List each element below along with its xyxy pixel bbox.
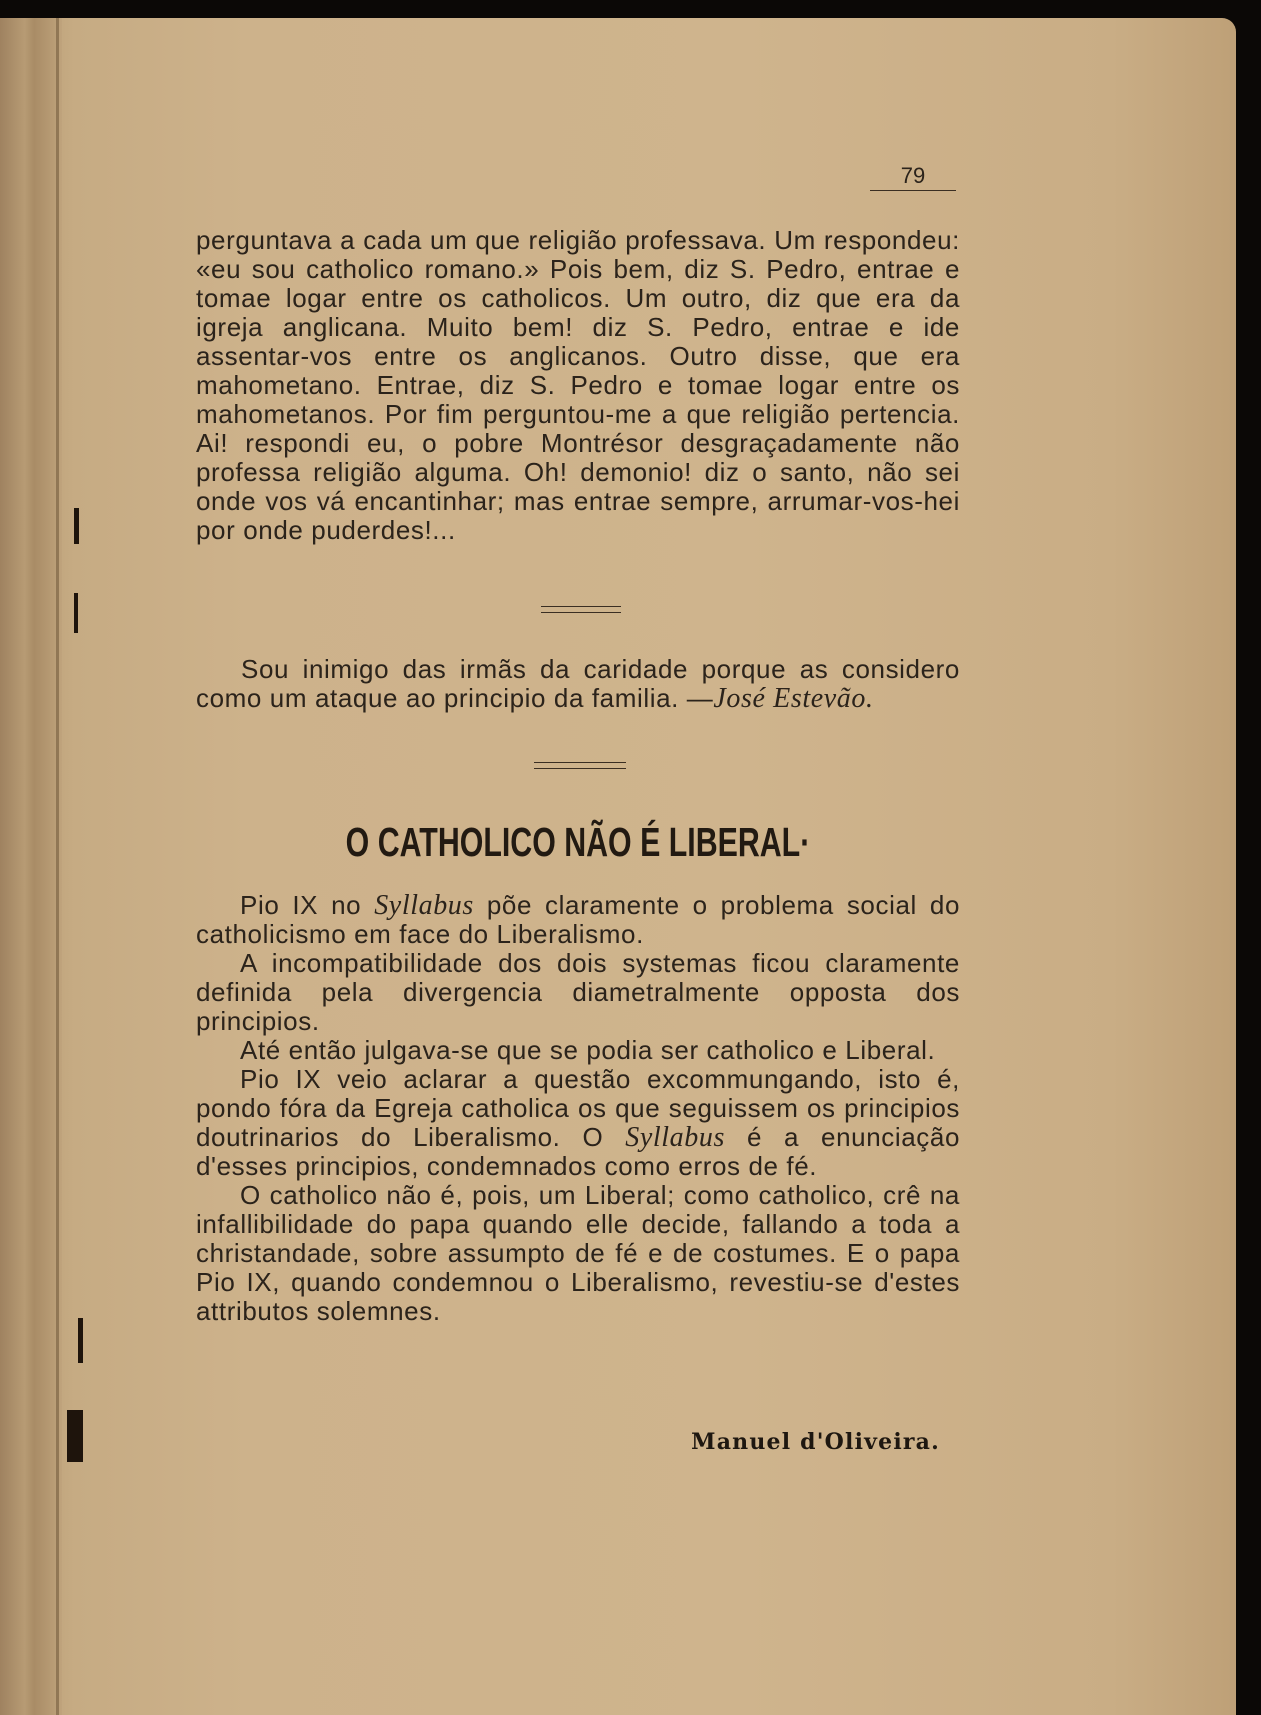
article-paragraph: Pio IX no Syllabus põe claramente o problema social do catholicismo em face do Liberalismo.: [196, 890, 960, 949]
article-paragraph: O catholico não é, pois, um Liberal; como catholico, crê na infallibilidade do papa quando elle decide, fallando a toda a christandade, sobre assumpto de fé e de costumes. E o papa Pio IX, quando condemnou o Liberalismo, revestiu-se d'estes attributos solemnes.: [196, 1180, 960, 1326]
page-spine-edge: [0, 18, 62, 1715]
section-divider: [534, 762, 626, 769]
continuation-paragraph: perguntava a cada um que religião professava. Um respondeu: «eu sou catholico romano.» Pois bem, diz S. Pedro, entrae e tomae logar entre os catholicos. Um outro, diz que era da igreja anglicana. Muito bem! diz S. Pedro, entrae e ide assentar-vos entre os anglicanos. Outro disse, que era mahometano. Entrae, diz S. Pedro e tomae logar entre os mahometanos. Por fim perguntou-me a que religião pertencia. Ai! respondi eu, o pobre Montrésor desgraçadamente não professa religião alguma. Oh! demonio! diz o santo, não sei onde vos vá encantinhar; mas entrae sempre, arrumar-vos-hei por onde puderdes!...: [196, 225, 960, 545]
binding-mark: [74, 508, 79, 544]
article-paragraph: Até então julgava-se que se podia ser catholico e Liberal.: [240, 1035, 936, 1065]
quote-block: [196, 655, 960, 713]
article-body: [196, 891, 960, 1326]
binding-mark: [74, 593, 78, 633]
spine-fold-line: [56, 18, 59, 1715]
syllabus-title: Syllabus: [374, 890, 474, 921]
quote-author: José Estevão.: [713, 683, 874, 714]
book-page: [0, 18, 1236, 1715]
article-paragraph: Pio IX veio aclarar a questão excommungando, isto é, pondo fóra da Egreja catholica os que seguissem os principios doutrinarios do Liberalismo. O Syllabus é a enunciação d'esses principios, condemnados como erros de fé.: [196, 1064, 961, 1181]
binding-mark: [67, 1410, 83, 1462]
section-divider: [541, 606, 621, 613]
binding-mark: [78, 1318, 83, 1363]
syllabus-title: Syllabus: [625, 1122, 725, 1153]
article-paragraph: A incompatibilidade dos dois systemas ficou claramente definida pela divergencia diametralmente opposta dos principios.: [196, 948, 960, 1036]
author-signature: Manuel d'Oliveira.: [691, 1429, 940, 1455]
quote-text: Sou inimigo das irmãs da caridade porque as considero como um ataque ao principio da familia. —: [196, 654, 960, 713]
article-heading: O CATHOLICO NÃO É LIBERAL·: [345, 819, 811, 865]
page-number: 79: [870, 163, 956, 191]
